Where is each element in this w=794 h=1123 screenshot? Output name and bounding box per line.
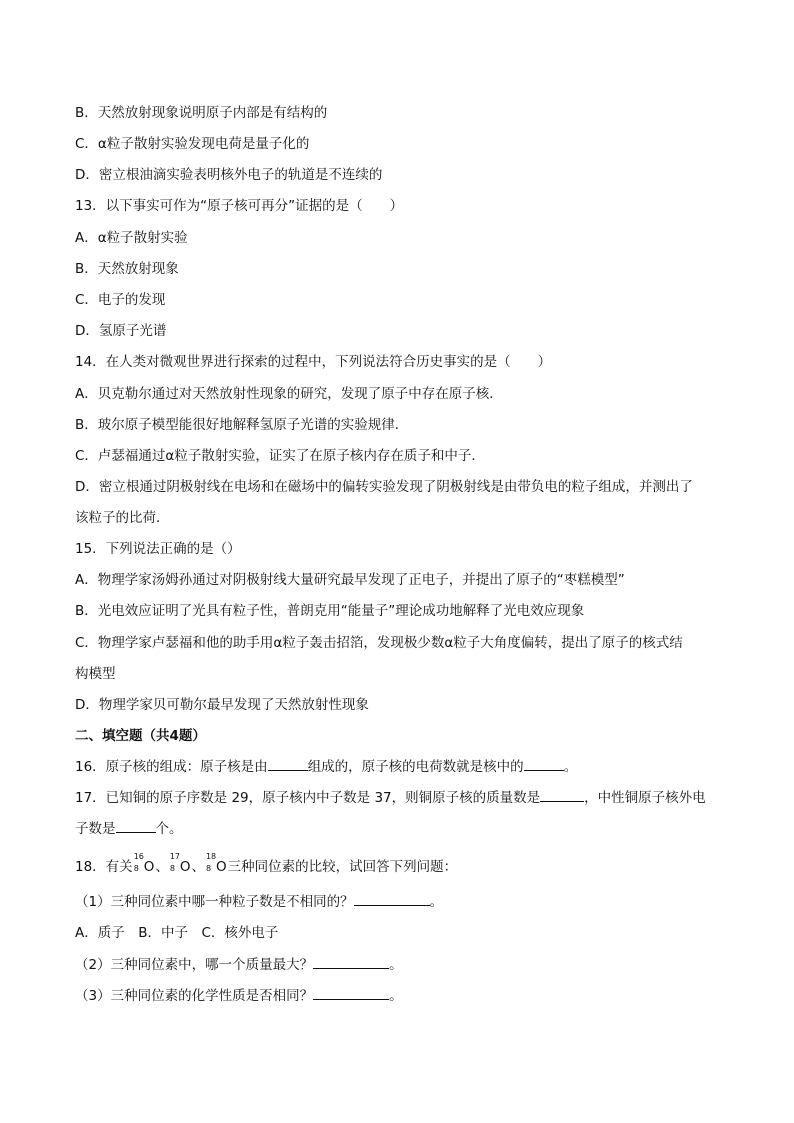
q14-option-a: A．贝克勒尔通过对天然放射性现象的研究，发现了原子中存在原子核．	[75, 386, 503, 402]
q13-option-a: A．α粒子散射实验	[75, 230, 188, 246]
q17-text-3: 子数是	[75, 821, 116, 837]
q14-option-d-line2: 该粒子的比荷．	[75, 510, 170, 526]
q18-lead: 18．有关	[75, 859, 133, 875]
isotope-o18	[205, 852, 227, 876]
isotope-o17	[169, 852, 191, 876]
isotope-o17-symbol: O	[179, 859, 191, 875]
q14-stem: 14．在人类对微观世界进行探索的过程中，下列说法符合历史事实的是（ ）	[75, 354, 552, 370]
q18-sub1-end: 。	[429, 894, 444, 910]
q17-blank-2[interactable]	[116, 820, 156, 833]
q14-option-d-line1: D．密立根通过阴极射线在电场和在磁场中的偏转实验发现了阴极射线是由带负电的粒子组成，并测出了	[75, 479, 693, 495]
q14-option-c: C．卢瑟福通过α粒子散射实验，证实了在原子核内存在质子和中子．	[75, 448, 485, 464]
q15-option-a: A．物理学家汤姆孙通过对阴极射线大量研究最早发现了正电子，并提出了原子的“枣糕模型”	[75, 572, 625, 588]
q13-option-b: B．天然放射现象	[75, 261, 179, 277]
q16	[75, 758, 577, 776]
q18-sub1	[75, 893, 443, 911]
q12-option-d: D．密立根油滴实验表明核外电子的轨道是不连续的	[75, 167, 383, 183]
q18-sub3-blank[interactable]	[313, 987, 389, 1000]
isotope-o17-mass: 17	[169, 852, 181, 861]
q18-sub1-blank[interactable]	[354, 893, 430, 906]
isotope-o18-symbol: O	[215, 859, 227, 875]
q18-sub1-text: （1）三种同位素中哪一种粒子数是不相同的？	[75, 894, 354, 910]
q18-sub3-text: （3）三种同位素的化学性质是否相同？	[75, 988, 314, 1004]
q15-option-c-line1: C．物理学家卢瑟福和他的助手用α粒子轰击招箔，发现极少数α粒子大角度偏转，提出了原子的核式结	[75, 635, 683, 651]
q16-blank-1[interactable]	[268, 758, 308, 771]
q17-blank-1[interactable]	[540, 789, 584, 802]
q18-sub3	[75, 987, 403, 1005]
isotope-o16-mass: 16	[133, 852, 144, 861]
q18-sep-2: 、	[191, 859, 205, 875]
q18-sep-1: 、	[155, 859, 169, 875]
q16-text-3: 。	[563, 759, 578, 775]
q17-text-1: 17．已知铜的原子序数是 29，原子核内中子数是 37，则铜原子核的质量数是	[75, 790, 541, 806]
q18-tail: 三种同位素的比较，试回答下列问题：	[227, 859, 458, 875]
q15-option-b: B．光电效应证明了光具有粒子性，普朗克用“能量子”理论成功地解释了光电效应现象	[75, 603, 585, 619]
q13-stem: 13．以下事实可作为“原子核可再分”证据的是（ ）	[75, 198, 404, 214]
isotope-o18-mass: 18	[205, 852, 217, 861]
isotope-o16	[133, 852, 155, 876]
q15-option-d: D．物理学家贝可勒尔最早发现了天然放射性现象	[75, 697, 369, 713]
q18-sub2-text: （2）三种同位素中，哪一个质量最大？	[75, 957, 314, 973]
q17-line2	[75, 820, 183, 838]
q17-text-4: 个。	[155, 821, 183, 837]
isotope-o17-atomic: 8	[169, 864, 175, 873]
q16-blank-2[interactable]	[524, 758, 564, 771]
q13-option-c: C．电子的发现	[75, 292, 166, 308]
q17-line1	[75, 789, 706, 807]
q15-stem: 15．下列说法正确的是（）	[75, 541, 241, 557]
q16-text-1: 16．原子核的组成：原子核是由	[75, 759, 268, 775]
q13-option-d: D．氢原子光谱	[75, 323, 167, 339]
q15-option-c-line2: 构模型	[75, 666, 116, 682]
q14-option-b: B．玻尔原子模型能很好地解释氢原子光谱的实验规律．	[75, 417, 409, 433]
q12-option-b: B．天然放射现象说明原子内部是有结构的	[75, 105, 328, 121]
q16-text-2: 组成的，原子核的电荷数就是核中的	[307, 759, 524, 775]
q12-option-c: C．α粒子散射实验发现电荷是量子化的	[75, 136, 310, 152]
isotope-o16-atomic: 8	[133, 864, 139, 873]
q18-sub2-blank[interactable]	[313, 956, 389, 969]
isotope-o16-symbol: O	[143, 859, 155, 875]
isotope-o18-atomic: 8	[205, 864, 212, 873]
q17-text-2: ，中性铜原子核外电	[584, 790, 706, 806]
q18-sub2	[75, 956, 403, 974]
q18-sub2-end: 。	[389, 957, 403, 973]
section-heading: 二、填空题（共4题）	[75, 728, 206, 744]
q18-stem	[75, 852, 458, 876]
q18-sub3-end: 。	[389, 988, 403, 1004]
q18-sub1-options: A．质子 B．中子 C．核外电子	[75, 925, 279, 941]
